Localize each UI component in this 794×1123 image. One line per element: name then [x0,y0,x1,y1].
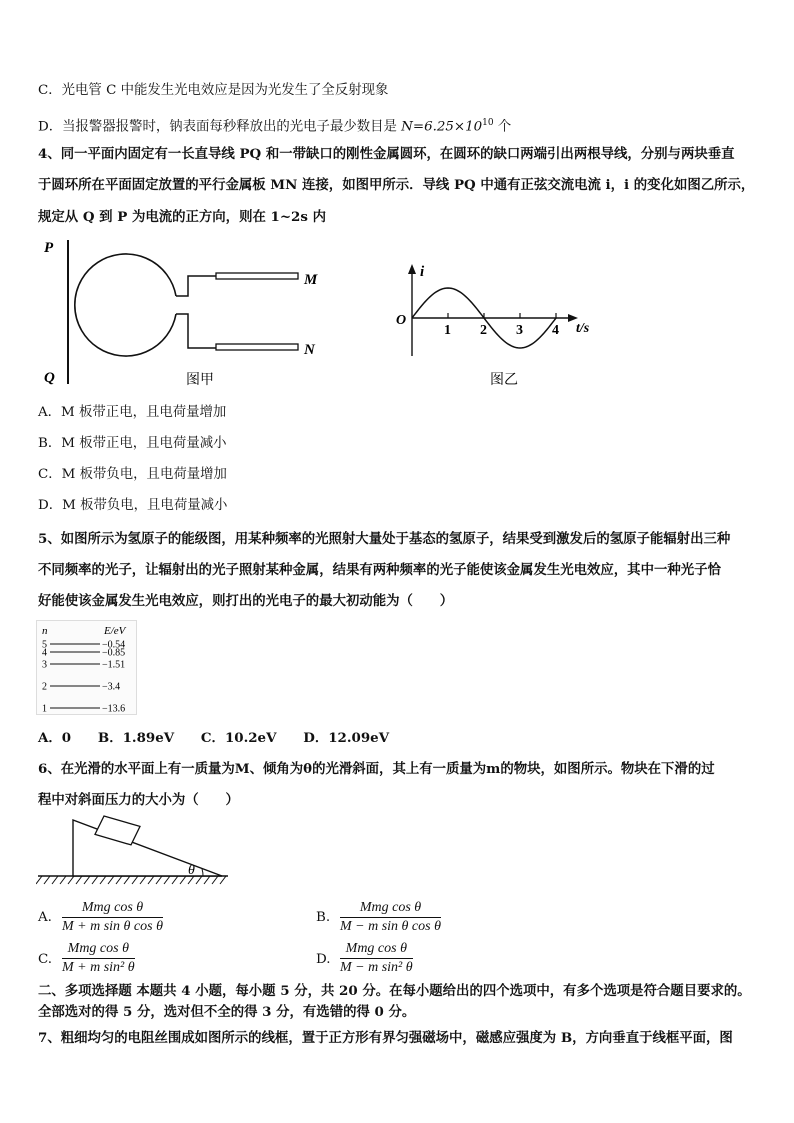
q4-option-d: D．M 板带负电，且电荷量减小 [38,498,228,513]
tick-label-4: 4 [552,323,559,338]
hatch-mark [52,876,58,884]
hatch-mark [116,876,122,884]
level-energy-2: −3.4 [102,681,121,693]
hatch-mark [100,876,106,884]
label-q: Q [44,370,55,386]
q6-option-b-numerator: Mmg cos θ [340,900,441,918]
hatch-mark [124,876,130,884]
lead-bottom [176,314,216,348]
plate-m [216,273,298,279]
q3-option-d [38,114,511,136]
hatch-mark [156,876,162,884]
q6-option-a-label: A. [38,910,52,925]
q6-option-a-numerator: Mmg cos θ [62,900,163,918]
hatch-mark [172,876,178,884]
q7-stem-line1: 7、粗细均匀的电阻丝围成如图所示的线框，置于正方形有界匀强磁场中，磁感应强度为 B，方向垂直于线框平面，图 [38,1030,733,1046]
q5-stem-line3: 好能使该金属发生光电效应，则打出的光电子的最大初动能为（ ） [38,593,454,609]
q3-option-c: C．光电管 C 中能发生光电效应是因为光发生了全反射现象 [38,83,389,98]
q6-option-c-denominator: M + m sin² θ [62,960,135,975]
tick-marks [444,313,559,338]
q5-stem-line2: 不同频率的光子，让辐射出的光子照射某种金属，结果有两种频率的光子能使该金属发生光电效应，其中一种光子恰 [38,562,721,578]
figure-jia [44,240,318,388]
plate-n [216,344,298,350]
axis-i-arrow [408,264,416,274]
q4-figures [36,232,596,392]
q3-option-d-formula: N=6.25×10 [401,119,483,135]
tick-label-1: 1 [444,323,451,338]
hatch-mark [92,876,98,884]
label-origin: O [396,313,407,328]
hatch-mark [148,876,154,884]
q6-option-d-fraction [340,941,413,976]
level-energy-4: −0.85 [102,647,126,659]
hatch-mark [84,876,90,884]
q4-option-c: C．M 板带负电，且电荷量增加 [38,467,227,482]
label-n: N [304,342,315,358]
hatch-mark [220,876,226,884]
incline-wedge [73,820,222,876]
q3-option-d-exponent: 10 [482,118,494,128]
hatch-mark [164,876,170,884]
hatch-mark [204,876,210,884]
incline-figure [36,814,236,888]
label-axis-i: i [420,264,425,280]
q6-stem-line2: 程中对斜面压力的大小为（ ） [38,792,239,808]
section2-line2: 全部选对的得 5 分，选对但不全的得 3 分，有选错的得 0 分。 [38,1004,416,1020]
q6-option-c-numerator: Mmg cos θ [62,941,135,959]
metal-ring [75,254,176,356]
q4-option-b: B．M 板带正电，且电荷量减小 [38,436,227,451]
hatch-mark [212,876,218,884]
q4-option-a: A．M 板带正电，且电荷量增加 [38,405,227,420]
q6-stem-line1: 6、在光滑的水平面上有一质量为M、倾角为θ的光滑斜面，其上有一质量为m的物块，如图所示。物块在下滑的过 [38,761,715,777]
q6-option-c-label: C. [38,952,53,967]
q6-option-b-fraction [340,900,441,935]
level-n-4: 4 [42,647,47,659]
level-n-1: 1 [42,703,47,715]
q6-option-d-label: D. [316,952,331,967]
q6-option-c-fraction [62,941,135,976]
q6-option-d-numerator: Mmg cos θ [340,941,413,959]
hatch-mark [132,876,138,884]
hatch-mark [60,876,66,884]
angle-label: θ [188,863,195,878]
hatch-mark [108,876,114,884]
level-energy-5: −0.54 [102,639,126,651]
q6-option-a-denominator: M + m sin θ cos θ [62,919,163,934]
q6-option-a-fraction [62,900,163,935]
label-axis-t: t/s [576,321,590,336]
hatch-mark [68,876,74,884]
section2-line1: 二、多项选择题 本题共 4 小题，每小题 5 分，共 20 分。在每小题给出的四个选项中，有多个选项是符合题目要求的。 [38,983,751,999]
level-n-2: 2 [42,681,47,693]
lead-top [176,276,216,296]
ground-hatching [36,876,226,884]
q4-stem-line3: 规定从 Q 到 P 为电流的正方向，则在 1~2s 内 [38,209,326,225]
figure-yi [396,264,590,388]
q6-option-b-label: B. [316,910,331,925]
q6-option-d-denominator: M − m sin² θ [340,960,413,975]
level-energy-1: −13.6 [102,703,126,715]
hatch-mark [76,876,82,884]
hatch-mark [140,876,146,884]
q3-option-d-prefix: D．当报警器报警时，钠表面每秒释放出的光电子最少数目是 [38,119,402,135]
level-n-5: 5 [42,639,47,651]
q4-stem-line2: 于圆环所在平面固定放置的平行金属板 MN 连接，如图甲所示．导线 PQ 中通有正弦交流电流 i，i 的变化如图乙所示， [38,177,755,193]
label-p: P [44,240,54,256]
q6-option-b-denominator: M − m sin θ cos θ [340,919,441,934]
level-n-3: 3 [42,659,47,671]
caption-jia: 图甲 [186,373,214,388]
label-m: M [304,272,318,288]
energy-level-diagram [36,620,140,716]
hatch-mark [44,876,50,884]
q5-stem-line1: 5、如图所示为氢原子的能级图，用某种频率的光照射大量处于基态的氢原子，结果受到激发后的氢原子能辐射出三种 [38,531,731,547]
caption-yi: 图乙 [490,373,518,388]
tick-label-3: 3 [516,323,523,338]
hatch-mark [36,876,42,884]
energy-header-n: n [42,625,48,637]
q4-stem-line1: 4、同一平面内固定有一长直导线 PQ 和一带缺口的刚性金属圆环，在圆环的缺口两端引出两根导线，分别与两块垂直 [38,146,735,162]
q3-option-d-suffix: 个 [493,119,512,135]
q5-options: A．0 B．1.89eV C．10.2eV D．12.09eV [38,730,390,746]
tick-label-2: 2 [480,323,487,338]
energy-header-e: E/eV [104,625,126,637]
hatch-mark [180,876,186,884]
level-energy-3: −1.51 [102,659,126,671]
hatch-mark [196,876,202,884]
